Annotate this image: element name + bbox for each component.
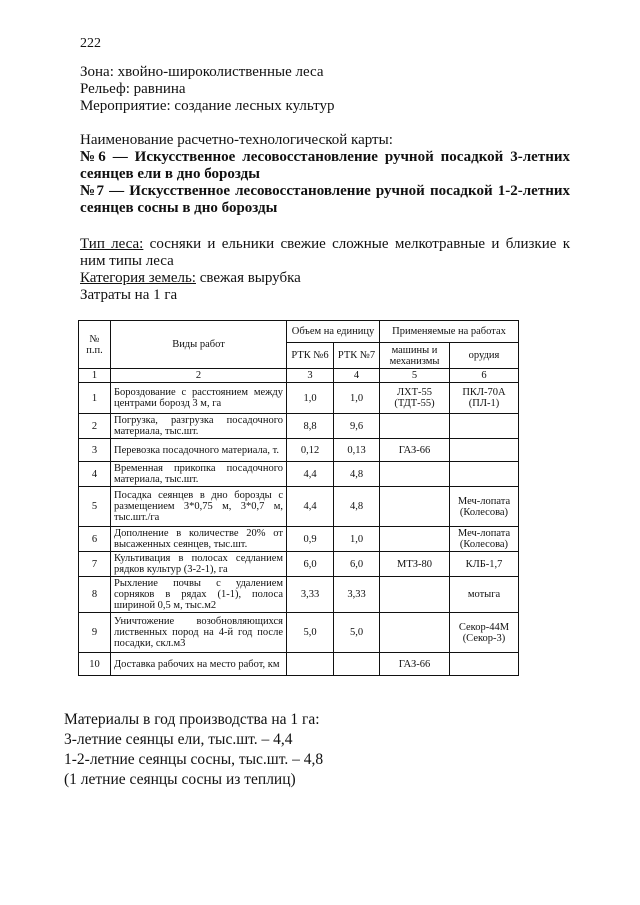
row-volume-rtk7: 4,8 [334,462,380,487]
materials-line: 1-2-летние сеянцы сосны, тыс.шт. – 4,8 [64,751,324,768]
header-works: Виды работ [111,321,287,369]
row-machine: ЛХТ-55 (ТДТ-55) [380,383,450,414]
row-number: 1 [79,383,111,414]
row-number: 3 [79,439,111,462]
header-rtk6: РТК №6 [287,343,334,369]
header-machines: машины и механизмы [380,343,450,369]
header-volume: Объем на единицу [287,321,380,343]
row-volume-rtk6 [287,653,334,676]
row-tool: Меч-лопата (Колесова) [450,527,519,552]
materials-title: Материалы в год производства на 1 га: [64,711,320,728]
row-volume-rtk6: 6,0 [287,552,334,577]
materials-block [64,710,544,790]
row-volume-rtk7: 6,0 [334,552,380,577]
header-tools: орудия [450,343,519,369]
row-volume-rtk7: 1,0 [334,383,380,414]
row-volume-rtk7: 4,8 [334,487,380,527]
measure-line: Мероприятие: создание лесных культур [80,98,335,114]
table-row [79,462,519,487]
row-work: Посадка сеянцев в дно борозды с размещением 3*0,75 м, 3*0,7 м, тыс.шт./га [111,487,287,527]
col-number: 5 [380,369,450,383]
land-category-label: Категория земель: [80,270,196,286]
row-volume-rtk6: 0,12 [287,439,334,462]
table-row [79,414,519,439]
forest-block [80,236,570,304]
forest-type-value: сосняки и ельники свежие сложные мелкотравные и близкие к ним типы леса [80,236,570,269]
table-row [79,613,519,653]
row-work: Дополнение в количестве 20% от высаженных сеянцев, тыс.шт. [111,527,287,552]
row-volume-rtk6: 8,8 [287,414,334,439]
header-applied: Применяемые на работах [380,321,519,343]
table-body [79,383,519,676]
row-work: Временная прикопка посадочного материала, тыс.шт. [111,462,287,487]
row-volume-rtk7 [334,653,380,676]
row-volume-rtk7: 1,0 [334,527,380,552]
table-row [79,653,519,676]
card-block [80,132,570,217]
row-work: Культивация в полосах седланием рядков культур (3-2-1), га [111,552,287,577]
row-tool: Меч-лопата (Колесова) [450,487,519,527]
row-tool: Секор-44М (Секор-3) [450,613,519,653]
costs-line: Затраты на 1 га [80,287,178,303]
row-machine [380,414,450,439]
col-number: 4 [334,369,380,383]
row-machine: ГАЗ-66 [380,653,450,676]
row-volume-rtk7: 9,6 [334,414,380,439]
row-machine [380,462,450,487]
column-number-row [79,369,519,383]
row-work: Бороздование с расстоянием между центрами борозд 3 м, га [111,383,287,414]
table-row [79,487,519,527]
row-tool: мотыга [450,577,519,613]
header-rtk7: РТК №7 [334,343,380,369]
row-work: Уничтожение возобновляющихся лиственных пород на 4-й год после посадки, скл.м3 [111,613,287,653]
row-machine: МТЗ-80 [380,552,450,577]
land-category-value: свежая вырубка [195,270,301,286]
row-number: 8 [79,577,111,613]
row-volume-rtk6: 4,4 [287,462,334,487]
relief-line: Рельеф: равнина [80,81,186,97]
row-volume-rtk7: 0,13 [334,439,380,462]
row-tool [450,653,519,676]
table-row [79,383,519,414]
row-tool: КЛБ-1,7 [450,552,519,577]
card-title: Наименование расчетно-технологической карты: [80,132,393,148]
row-number: 10 [79,653,111,676]
col-number: 3 [287,369,334,383]
card-item-7: №7 — Искусственное лесовосстановление ручной посадкой 1-2-летних сеянцев сосны в дно борозды [80,183,570,216]
table-row [79,577,519,613]
col-number: 6 [450,369,519,383]
header-block [80,64,570,115]
row-tool: ПКЛ-70А (ПЛ-1) [450,383,519,414]
table-row [79,552,519,577]
row-number: 7 [79,552,111,577]
row-volume-rtk6: 0,9 [287,527,334,552]
row-number: 2 [79,414,111,439]
row-work: Рыхление почвы с удалением сорняков в рядах (1-1), полоса шириной 0,5 м, тыс.м2 [111,577,287,613]
table-row [79,439,519,462]
header-num: № п.п. [79,321,111,369]
row-work: Погрузка, разгрузка посадочного материала, тыс.шт. [111,414,287,439]
forest-type-label: Тип леса: [80,236,144,252]
row-machine [380,487,450,527]
row-number: 5 [79,487,111,527]
row-volume-rtk7: 3,33 [334,577,380,613]
row-volume-rtk6: 3,33 [287,577,334,613]
card-item-6: №6 — Искусственное лесовосстановление ручной посадкой 3-летних сеянцев ели в дно борозды [80,149,570,182]
row-work: Перевозка посадочного материала, т. [111,439,287,462]
row-tool [450,439,519,462]
col-number: 2 [111,369,287,383]
forest-type [80,236,570,270]
row-number: 9 [79,613,111,653]
materials-line: (1 летние сеянцы сосны из теплиц) [64,771,296,788]
table-row [79,527,519,552]
materials-line: 3-летние сеянцы ели, тыс.шт. – 4,4 [64,731,293,748]
row-number: 6 [79,527,111,552]
page-number: 222 [80,36,101,51]
row-volume-rtk7: 5,0 [334,613,380,653]
row-tool [450,462,519,487]
row-volume-rtk6: 4,4 [287,487,334,527]
row-machine [380,527,450,552]
row-machine [380,577,450,613]
row-machine [380,613,450,653]
row-work: Доставка рабочих на место работ, км [111,653,287,676]
zone-line: Зона: хвойно-широколиственные леса [80,64,324,80]
row-number: 4 [79,462,111,487]
row-machine: ГАЗ-66 [380,439,450,462]
table-header-row [79,321,519,343]
row-volume-rtk6: 1,0 [287,383,334,414]
land-category [80,270,570,287]
row-tool [450,414,519,439]
works-table [78,320,519,676]
col-number: 1 [79,369,111,383]
row-volume-rtk6: 5,0 [287,613,334,653]
